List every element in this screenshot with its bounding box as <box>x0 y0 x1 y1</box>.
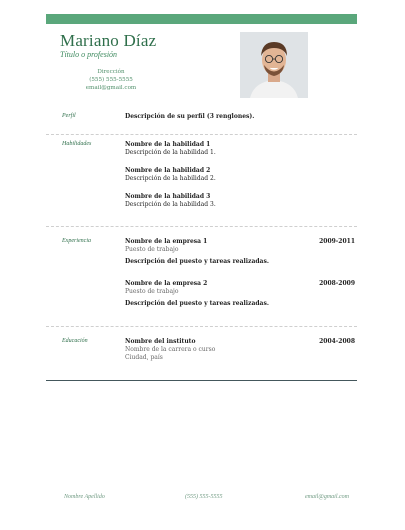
skill-description: Descripción de la habilidad 2. <box>125 175 216 182</box>
skill-description: Descripción de la habilidad 1. <box>125 149 216 156</box>
section-label-skills: Habilidades <box>62 141 92 147</box>
education-years: 2004-2008 <box>319 338 355 345</box>
company-name: Nombre de la empresa 1 <box>125 238 208 245</box>
email-text: email@gmail.com <box>85 85 137 91</box>
profile-photo <box>240 32 308 98</box>
skill-name: Nombre de la habilidad 2 <box>125 167 211 174</box>
skill-item <box>125 193 355 209</box>
contact-info <box>66 68 156 92</box>
job-description: Descripción del puesto y tareas realizadas. <box>125 300 269 307</box>
person-name: Mariano Díaz <box>60 31 157 50</box>
skill-name: Nombre de la habilidad 1 <box>125 141 211 148</box>
experience-years: 2008-2009 <box>319 280 355 287</box>
job-title: Puesto de trabajo <box>125 288 179 295</box>
profession-title: Título o profesión <box>60 50 118 59</box>
career-name: Nombre de la carrera o curso <box>125 346 216 353</box>
skill-description: Descripción de la habilidad 3. <box>125 201 216 208</box>
section-label-education: Educación <box>62 338 88 344</box>
header-accent-bar <box>46 14 357 24</box>
job-title: Puesto de trabajo <box>125 246 179 253</box>
education-location: Ciudad, país <box>125 354 163 361</box>
footer-email: email@gmail.com <box>305 494 350 500</box>
footer-name: Nombre Apellido <box>64 494 105 500</box>
experience-years: 2009-2011 <box>319 238 355 245</box>
section-divider <box>46 226 357 227</box>
section-divider <box>46 134 357 135</box>
phone-text: (555) 555-5555 <box>89 77 133 83</box>
section-label-experience: Experiencia <box>62 238 91 244</box>
footer-phone: (555) 555-5555 <box>185 494 223 500</box>
profile-description: Descripción de su perfil (3 renglones). <box>125 113 255 120</box>
content-bottom-rule <box>46 380 357 381</box>
institute-name: Nombre del instituto <box>125 338 196 345</box>
address-text: Dirección <box>97 69 125 75</box>
job-description: Descripción del puesto y tareas realizadas. <box>125 258 269 265</box>
section-divider <box>46 326 357 327</box>
skill-item <box>125 167 355 183</box>
skill-item <box>125 141 355 157</box>
person-photo-illustration <box>240 32 308 98</box>
skill-name: Nombre de la habilidad 3 <box>125 193 211 200</box>
section-label-profile: Perfil <box>62 113 76 119</box>
company-name: Nombre de la empresa 2 <box>125 280 208 287</box>
